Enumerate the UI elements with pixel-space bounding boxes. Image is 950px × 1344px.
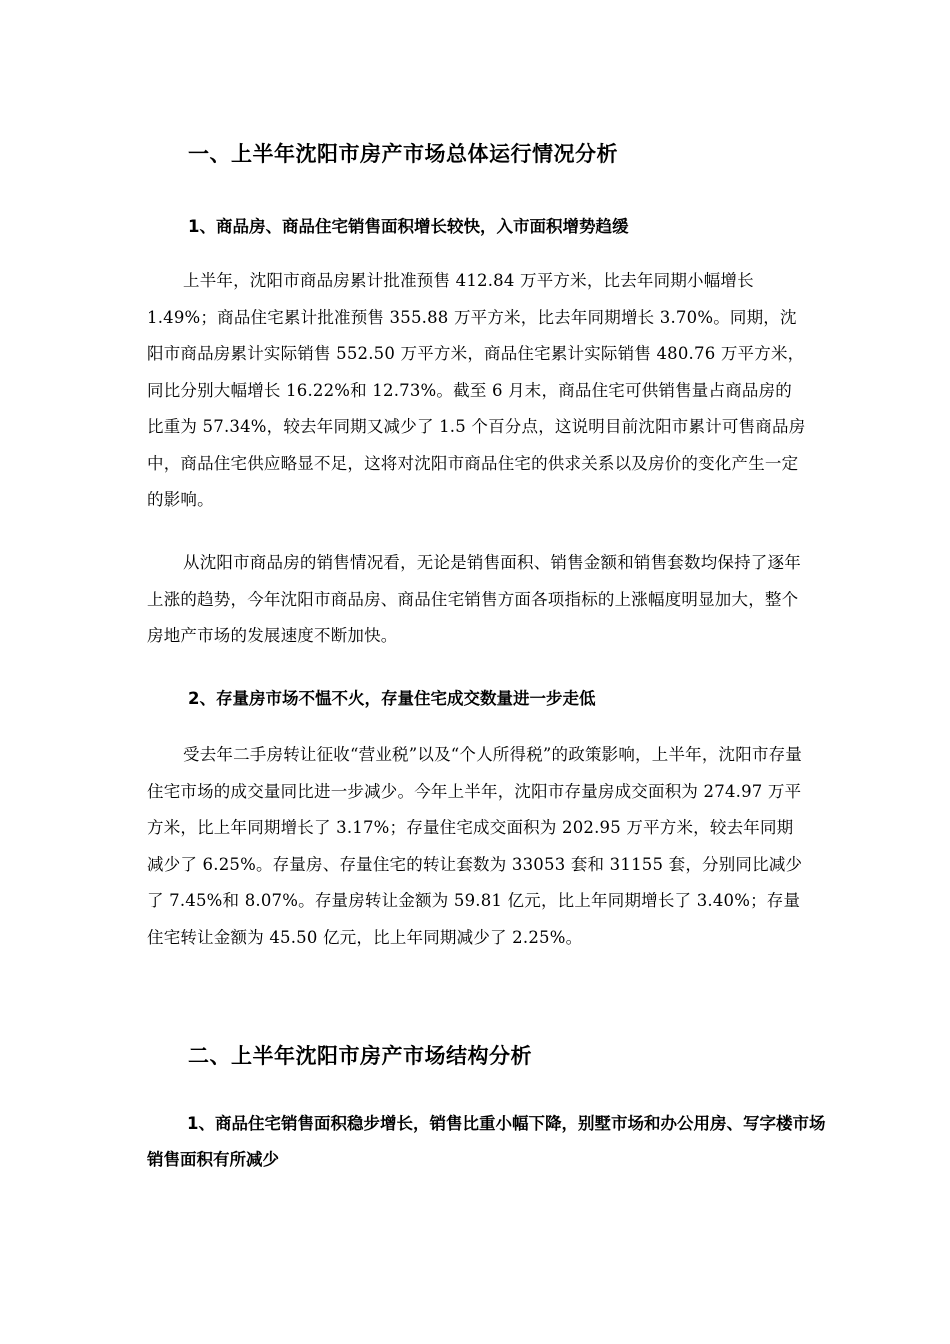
- section-1-subtitle-2: 2、存量房市场不愠不火，存量住宅成交数量进一步走低: [188, 689, 596, 708]
- section-1-sub-2-paragraph-1: 受去年二手房转让征收“营业税”以及“个人所得税”的政策影响，上半年，沈阳市存量住宅市场的成交量同比进一步减少。今年上半年，沈阳市存量房成交面积为 274.97 万平方米，比上年同期增长了 3.17%；存量住宅成交面积为 202.95 万平方米，较去年同期减少了 6.25%。存量房、存量住宅的转让套数为 33053 套和 31155 套，分别同比减少了 7.45%和 8.07%。存量房转让金额为 59.81 亿元，比上年同期增长了 3.40%；存量住宅转让金额为 45.50 亿元，比上年同期减少了 2.25%。: [147, 745, 803, 947]
- section-1-subtitle-1: 1、商品房、商品住宅销售面积增长较快，入市面积增势趋缓: [188, 217, 629, 236]
- section-1-sub-1-paragraph-2: 从沈阳市商品房的销售情况看，无论是销售面积、销售金额和销售套数均保持了逐年上涨的趋势，今年沈阳市商品房、商品住宅销售方面各项指标的上涨幅度明显加大，整个房地产市场的发展速度不断加快。: [147, 553, 801, 645]
- section-1-sub-1-paragraph-1: 上半年，沈阳市商品房累计批准预售 412.84 万平方米，比去年同期小幅增长 1.49%；商品住宅累计批准预售 355.88 万平方米，比去年同期增长 3.70%。同期，沈阳市商品房累计实际销售 552.50 万平方米，商品住宅累计实际销售 480.76 万平方米，同比分别大幅增长 16.22%和 12.73%。截至 6 月末，商品住宅可供销售量占商品房的比重为 57.34%，较去年同期又减少了 1.5 个百分点，这说明目前沈阳市累计可售商品房中，商品住宅供应略显不足，这将对沈阳市商品住宅的供求关系以及房价的变化产生一定的影响。: [147, 271, 806, 509]
- section-2-title: 二、上半年沈阳市房产市场结构分析: [188, 1044, 532, 1068]
- section-2-subtitle-1: 1、商品住宅销售面积稳步增长，销售比重小幅下降，别墅市场和办公用房、写字楼市场销售面积有所减少: [147, 1114, 826, 1169]
- section-1-title: 一、上半年沈阳市房产市场总体运行情况分析: [188, 142, 618, 166]
